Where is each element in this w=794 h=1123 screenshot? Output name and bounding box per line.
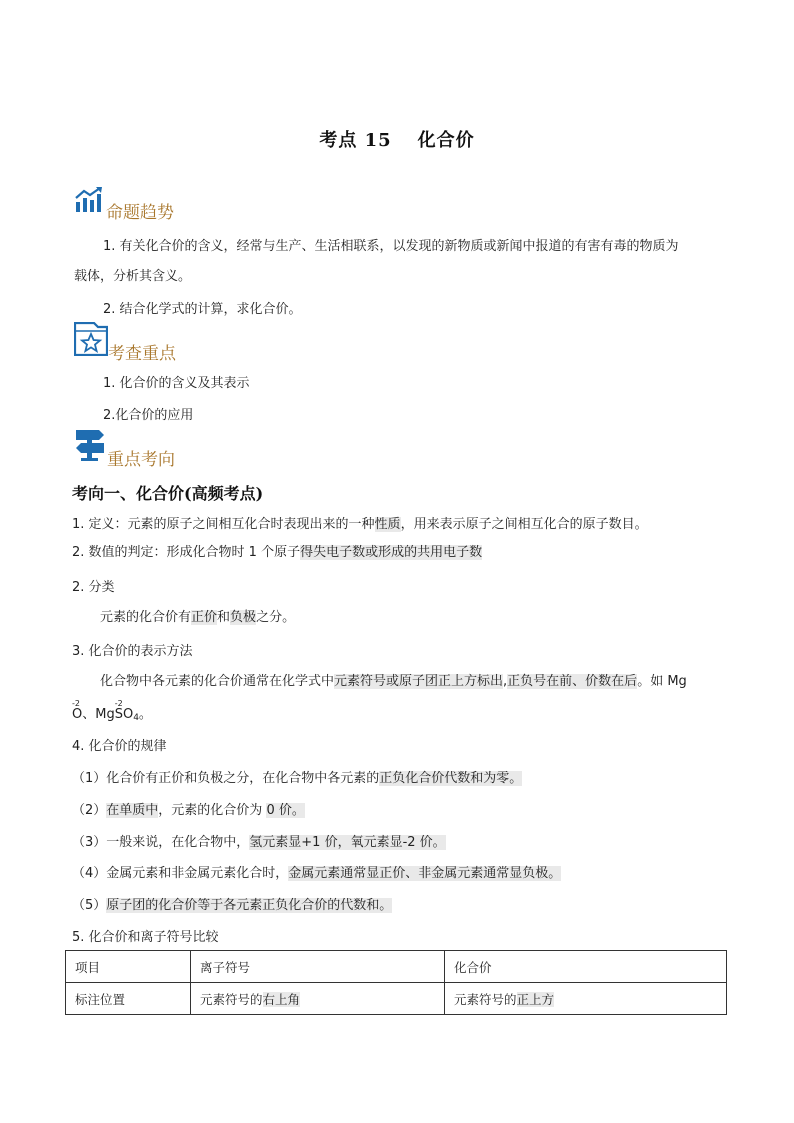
valence-mark-o: -2 (72, 699, 80, 708)
classify-heading: 2. 分类 (72, 580, 115, 595)
notation-text: 化合物中各元素的化合价通常在化学式中 (100, 674, 335, 689)
rule-2 (72, 799, 305, 818)
notation-line (100, 670, 687, 689)
classify-text: 元素的化合价有 (100, 610, 192, 625)
trend-item-2: 2. 结合化学式的计算，求化合价。 (103, 302, 302, 317)
valence-position-text: 元素符号的 (454, 991, 517, 1007)
rule-1-highlight: 正负化合价代数和为零。 (379, 771, 523, 786)
table-header-cell: 离子符号 (191, 951, 445, 983)
compare-heading: 5. 化合价和离子符号比较 (72, 930, 219, 945)
classify-end: 之分。 (256, 610, 296, 625)
rule-4-text: （4）金属元素和非金属元素化合时， (72, 866, 289, 881)
table-header-row (66, 951, 727, 983)
section-header-focus (74, 322, 214, 364)
definition-highlight: 性质 (374, 517, 401, 532)
rule-2-number: （2） (72, 803, 107, 818)
formula-end: 。 (138, 707, 152, 722)
table-row (66, 983, 727, 1015)
value-highlight: 得失电子数或形成的共用电子数 (300, 545, 483, 560)
trend-item-1: 1. 有关化合价的含义，经常与生产、生活相联系，以发现的新物质或新闻中报道的有害有毒的物质为 (103, 239, 679, 254)
subscript-4: 4 (133, 713, 139, 723)
table-cell-valence (445, 983, 727, 1015)
table-header-cell: 项目 (66, 951, 191, 983)
definition-text-end: ，用来表示原子之间相互化合的原子数目。 (400, 517, 648, 532)
rule-4-highlight: 金属元素通常显正价、非金属元素通常显负极。 (288, 866, 562, 881)
focus-item-1: 1. 化合价的含义及其表示 (103, 376, 250, 391)
focus-item-2: 2.化合价的应用 (103, 408, 194, 423)
ion-position-text: 元素符号的 (200, 991, 263, 1007)
notation-highlight-1: 元素符号或原子团正上方标出 (334, 674, 504, 689)
rule-4 (72, 862, 561, 881)
valence-position-highlight: 正上方 (516, 991, 555, 1007)
notation-highlight-2: 正负号在前、价数在后 (507, 674, 638, 689)
definition-line (72, 513, 648, 532)
ion-position-highlight: 右上角 (262, 991, 301, 1007)
formula-mg: 、Mg (82, 707, 115, 722)
notation-example: 。如 Mg (637, 674, 687, 689)
formula-so4 (114, 699, 139, 723)
value-text: 2. 数值的判定：形成化合物时 1 个原子 (72, 545, 301, 560)
valence-mark-so4: -2 (114, 699, 123, 708)
topic-code: 考点 15 (319, 130, 392, 151)
trend-item-1-cont: 载体，分析其含义。 (74, 269, 192, 284)
table-cell-label: 标注位置 (66, 983, 191, 1015)
classify-line (100, 606, 295, 625)
topic-name: 化合价 (417, 130, 475, 151)
rule-2-highlight-1: 在单质中 (106, 803, 159, 818)
section-label-trend: 命题趋势 (106, 203, 174, 223)
section-label-direction: 重点考向 (107, 450, 175, 470)
table-cell-ion (191, 983, 445, 1015)
formula-mgo (72, 699, 83, 722)
rule-5-number: （5） (72, 898, 107, 913)
positive-valence-highlight: 正价 (191, 610, 218, 625)
value-line (72, 541, 482, 560)
notation-formula-line (72, 699, 152, 723)
rule-3-text: （3）一般来说，在化合物中， (72, 835, 250, 850)
table-header-cell: 化合价 (445, 951, 727, 983)
direction-1-heading: 考向一、化合价(高频考点) (72, 484, 264, 503)
section-header-direction (74, 428, 214, 470)
section-header-trend (74, 186, 214, 223)
page-title (0, 126, 794, 152)
folder-star-icon (74, 322, 108, 360)
negative-valence-highlight: 负极 (230, 610, 257, 625)
rule-3-highlight: 氢元素显+1 价，氧元素显-2 价。 (249, 835, 446, 850)
rule-1 (72, 767, 522, 786)
formula-so: SO (114, 707, 134, 722)
definition-text: 1. 定义：元素的原子之间相互化合时表现出来的一种 (72, 517, 375, 532)
notation-comma: , (503, 674, 508, 689)
rule-3 (72, 831, 446, 850)
classify-and: 和 (217, 610, 231, 625)
signpost-icon (74, 428, 106, 466)
rule-1-text: （1）化合价有正价和负极之分，在化合物中各元素的 (72, 771, 380, 786)
formula-o: O (72, 707, 83, 722)
rule-5 (72, 894, 392, 913)
bar-chart-trend-icon (74, 186, 104, 218)
rule-2-highlight-2: 0 价。 (266, 803, 305, 818)
rule-5-highlight: 原子团的化合价等于各元素正负化合价的代数和。 (106, 898, 393, 913)
notation-heading: 3. 化合价的表示方法 (72, 644, 193, 659)
rule-2-text: ，元素的化合价为 (158, 803, 267, 818)
rules-heading: 4. 化合价的规律 (72, 739, 167, 754)
section-label-focus: 考查重点 (108, 344, 176, 364)
comparison-table (65, 950, 727, 1015)
